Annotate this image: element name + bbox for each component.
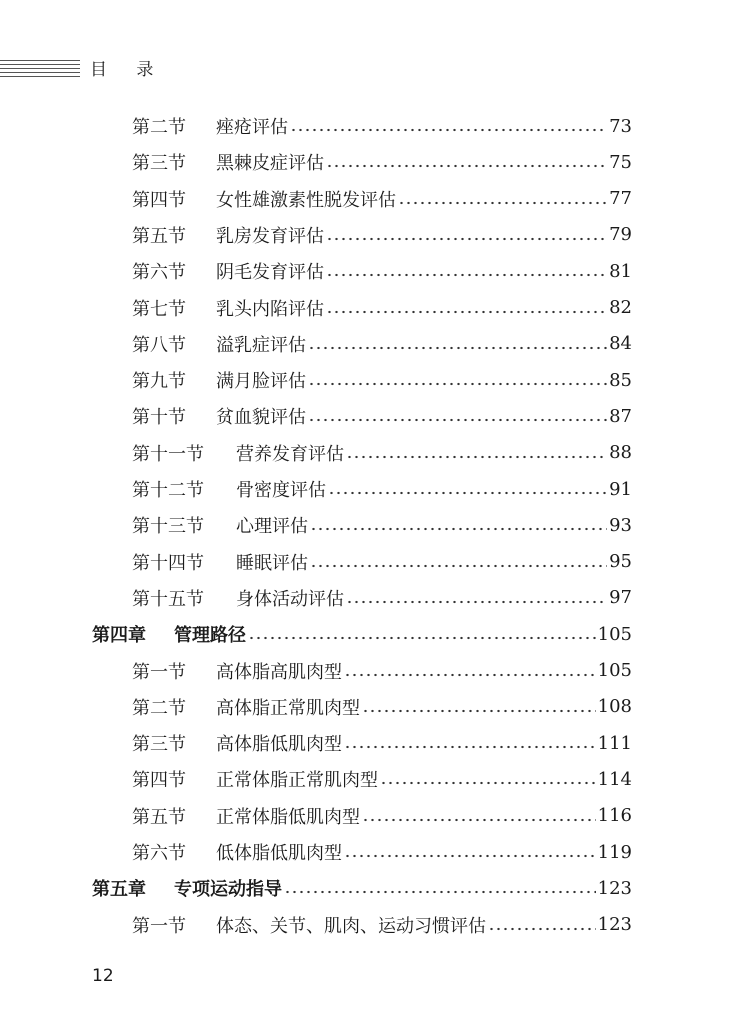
- entry-title: 痤疮评估: [216, 117, 288, 138]
- entry-page-number: 79: [609, 224, 632, 246]
- dot-leader: [248, 624, 596, 644]
- dot-leader: [290, 116, 607, 136]
- entry-page-number: 82: [609, 297, 632, 318]
- entry-page-number: 97: [609, 587, 632, 609]
- entry-title: 管理路径: [174, 625, 246, 647]
- dot-leader: [308, 334, 607, 354]
- toc-section-entry[interactable]: [0, 653, 730, 689]
- entry-title: 贫血貌评估: [216, 407, 306, 429]
- toc-section-entry[interactable]: [0, 725, 730, 761]
- entry-page-number: 95: [609, 551, 632, 573]
- entry-title: 乳头内陷评估: [216, 298, 324, 320]
- entry-page-number: 108: [597, 696, 632, 718]
- toc-chapter-entry[interactable]: [0, 870, 730, 906]
- entry-label: 第四节: [132, 189, 186, 211]
- toc-section-entry[interactable]: [0, 108, 730, 144]
- entry-title: 身体活动评估: [236, 588, 344, 610]
- entry-label: 第三节: [132, 734, 186, 756]
- entry-page-number: 123: [597, 877, 632, 899]
- entry-page-number: 105: [597, 623, 632, 645]
- entry-label: 第四章: [92, 625, 146, 647]
- header-title: 目 录: [90, 60, 166, 80]
- toc-section-entry[interactable]: [0, 326, 730, 362]
- toc-section-entry[interactable]: [0, 907, 730, 943]
- entry-page-number: 75: [609, 151, 632, 173]
- entry-label: 第六节: [132, 262, 186, 284]
- entry-label: 第八节: [132, 334, 186, 356]
- toc-section-entry[interactable]: [0, 580, 730, 616]
- dot-leader: [344, 661, 596, 681]
- entry-title: 高体脂低肌肉型: [216, 734, 342, 756]
- toc-section-entry[interactable]: [0, 253, 730, 289]
- entry-page-number: 119: [597, 841, 632, 863]
- entry-label: 第十三节: [132, 516, 204, 538]
- toc-section-entry[interactable]: [0, 362, 730, 398]
- toc-section-entry[interactable]: [0, 689, 730, 725]
- entry-title: 高体脂正常肌肉型: [216, 697, 360, 719]
- entry-label: 第五节: [132, 225, 186, 247]
- toc-section-entry[interactable]: [0, 217, 730, 253]
- entry-title: 正常体脂正常肌肉型: [216, 770, 378, 792]
- entry-page-number: 105: [597, 660, 632, 681]
- toc-section-entry[interactable]: [0, 144, 730, 180]
- header-rule-lines: [0, 60, 80, 82]
- entry-label: 第一节: [132, 915, 186, 937]
- entry-title: 女性雄激素性脱发评估: [216, 189, 396, 211]
- entry-title: 睡眠评估: [236, 552, 308, 574]
- toc-section-entry[interactable]: [0, 398, 730, 434]
- dot-leader: [488, 915, 596, 935]
- toc-section-entry[interactable]: [0, 761, 730, 797]
- entry-title: 体态、关节、肌肉、运动习惯评估: [216, 915, 486, 937]
- dot-leader: [326, 225, 607, 245]
- dot-leader: [326, 298, 607, 318]
- dot-leader: [398, 189, 607, 209]
- entry-page-number: 93: [609, 514, 632, 536]
- entry-label: 第二节: [132, 697, 186, 719]
- dot-leader: [362, 697, 596, 717]
- dot-leader: [328, 479, 607, 499]
- entry-label: 第二节: [132, 117, 186, 138]
- entry-title: 骨密度评估: [236, 480, 326, 501]
- entry-page-number: 77: [609, 188, 632, 210]
- toc-section-entry[interactable]: [0, 435, 730, 471]
- entry-label: 第六节: [132, 843, 186, 864]
- entry-label: 第五章: [92, 879, 146, 901]
- entry-label: 第一节: [132, 661, 186, 683]
- dot-leader: [346, 588, 607, 608]
- entry-page-number: 85: [609, 369, 632, 391]
- entry-title: 阴毛发育评估: [216, 262, 324, 284]
- toc-section-entry[interactable]: [0, 181, 730, 217]
- entry-label: 第九节: [132, 371, 186, 393]
- entry-label: 第十节: [132, 407, 186, 429]
- dot-leader: [284, 878, 596, 898]
- dot-leader: [344, 842, 596, 862]
- entry-title: 黑棘皮症评估: [216, 153, 324, 175]
- running-header: [0, 56, 200, 86]
- entry-title: 满月脸评估: [216, 371, 306, 393]
- entry-page-number: 114: [597, 768, 632, 790]
- page-number: 12: [92, 966, 114, 986]
- entry-label: 第十四节: [132, 552, 204, 574]
- dot-leader: [308, 370, 607, 390]
- toc-section-entry[interactable]: [0, 834, 730, 870]
- dot-leader: [380, 769, 596, 789]
- entry-page-number: 81: [609, 260, 632, 282]
- entry-label: 第三节: [132, 153, 186, 175]
- entry-label: 第十二节: [132, 480, 204, 501]
- entry-title: 溢乳症评估: [216, 334, 306, 356]
- entry-title: 专项运动指导: [174, 879, 282, 901]
- entry-page-number: 111: [597, 732, 632, 754]
- entry-label: 第十一节: [132, 443, 204, 465]
- entry-label: 第四节: [132, 770, 186, 792]
- dot-leader: [326, 152, 607, 172]
- entry-page-number: 88: [609, 442, 632, 464]
- dot-leader: [310, 552, 607, 572]
- dot-leader: [346, 443, 607, 463]
- entry-title: 心理评估: [236, 516, 308, 538]
- entry-page-number: 116: [597, 805, 632, 827]
- entry-page-number: 84: [609, 333, 632, 355]
- entry-title: 乳房发育评估: [216, 225, 324, 247]
- dot-leader: [344, 733, 596, 753]
- dot-leader: [310, 515, 607, 535]
- toc-section-entry[interactable]: [0, 544, 730, 580]
- entry-title: 营养发育评估: [236, 443, 344, 465]
- toc-chapter-entry[interactable]: [0, 616, 730, 652]
- entry-page-number: 87: [609, 405, 632, 427]
- entry-label: 第七节: [132, 298, 186, 320]
- entry-page-number: 91: [609, 478, 632, 500]
- toc-section-entry[interactable]: [0, 290, 730, 326]
- entry-title: 正常体脂低肌肉型: [216, 806, 360, 828]
- toc-section-entry[interactable]: [0, 798, 730, 834]
- entry-page-number: 73: [609, 115, 632, 137]
- entry-label: 第十五节: [132, 588, 204, 610]
- entry-label: 第五节: [132, 806, 186, 828]
- entry-title: 低体脂低肌肉型: [216, 843, 342, 864]
- entry-title: 高体脂高肌肉型: [216, 661, 342, 683]
- toc-section-entry[interactable]: [0, 471, 730, 507]
- dot-leader: [326, 261, 607, 281]
- toc-section-entry[interactable]: [0, 507, 730, 543]
- dot-leader: [362, 806, 596, 826]
- entry-page-number: 123: [597, 914, 632, 936]
- dot-leader: [308, 406, 607, 426]
